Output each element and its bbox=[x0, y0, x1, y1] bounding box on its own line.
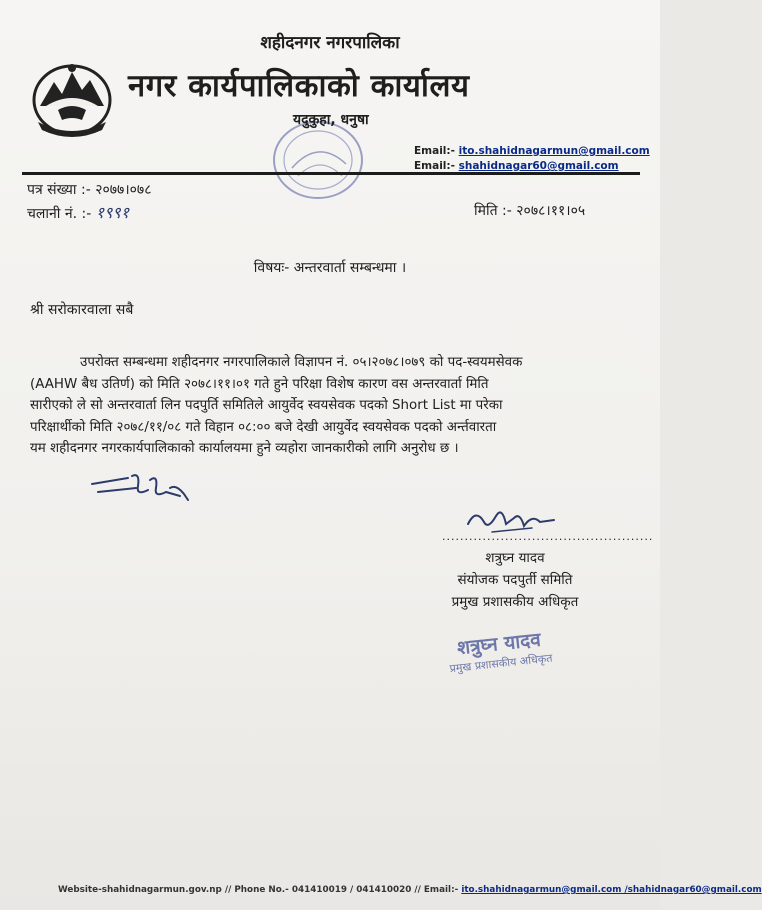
dispatch-number-label: चलानी नं. :- bbox=[27, 206, 92, 222]
dispatch-number bbox=[27, 201, 129, 223]
body-line: परिक्षार्थीको मिति २०७८/११/०८ गते विहान ०८:०० बजे देखी आयुर्वेद स्वयसेवक पदको अर्न्तवारता bbox=[30, 419, 497, 435]
letter-number bbox=[27, 180, 151, 199]
body-line: यम शहीदनगर नगरकार्यपालिकाको कार्यालयमा हुने व्यहोरा जानकारीको लागि अनुरोध छ । bbox=[30, 441, 459, 456]
footer-email-link[interactable]: ito.shahidnagarmun@gmail.com /shahidnagar60@gmail.com bbox=[461, 885, 762, 895]
subject-line: विषयः- अन्तरवार्ता सम्बन्धमा । bbox=[253, 260, 407, 276]
date-value: २०७८।११।०५ bbox=[516, 203, 586, 219]
footer-contact bbox=[58, 885, 762, 895]
footer-text: Website-shahidnagarmun.gov.np // Phone No.- 041410019 / 041410020 // Email:- bbox=[58, 885, 459, 895]
signature-dotted-line: ............................................... bbox=[442, 530, 654, 543]
nepal-emblem-logo bbox=[30, 60, 114, 138]
initials-signature bbox=[88, 470, 198, 506]
signer-role-officer: प्रमुख प्रशासकीय अधिकृत bbox=[451, 594, 579, 610]
email-link-1[interactable]: ito.shahidnagarmun@gmail.com bbox=[458, 145, 650, 157]
office-seal-stamp bbox=[268, 118, 368, 202]
letter-body bbox=[30, 352, 630, 460]
letter-date bbox=[474, 201, 585, 220]
dispatch-number-value: १९९१ bbox=[95, 203, 130, 222]
signer-role-committee: संयोजक पदपुर्ती समिति bbox=[457, 572, 573, 588]
body-line: (AAHW बैध उतिर्ण) को मिति २०७८।११।०१ गते हुने परिक्षा विशेष कारण वस अन्तरवार्ता मिति bbox=[30, 376, 489, 392]
office-title: नगर कार्यपालिकाको कार्यालय bbox=[128, 68, 470, 104]
stamp-role: प्रमुख प्रशासकीय अधिकृत bbox=[448, 651, 554, 676]
email-link-2[interactable]: shahidnagar60@gmail.com bbox=[458, 160, 619, 172]
date-label: मिति :- bbox=[474, 203, 512, 219]
letter-number-value: २०७७।०७८ bbox=[95, 182, 152, 198]
municipality-name: शहीदनगर नगरपालिका bbox=[260, 33, 400, 53]
email-line-1 bbox=[414, 145, 650, 157]
signer-name: शत्रुघ्न यादव bbox=[485, 550, 545, 566]
addressee: श्री सरोकारवाला सबै bbox=[30, 302, 134, 318]
body-line: सारीएको ले सो अन्तरवार्ता लिन पदपुर्ति समितिले आयुर्वेद स्वयसेवक पदको Short List मा परेका bbox=[30, 398, 503, 413]
header-divider bbox=[22, 172, 640, 175]
email-line-2 bbox=[414, 160, 619, 172]
email-label: Email:- bbox=[414, 145, 455, 157]
office-address: यदुकुहा, धनुषा bbox=[293, 112, 369, 128]
stamp-name: शत्रुघ्न यादव bbox=[456, 628, 542, 660]
email-label: Email:- bbox=[414, 160, 455, 172]
letter-number-label: पत्र संख्या :- bbox=[27, 182, 91, 198]
body-line: उपरोक्त सम्बन्धमा शहीदनगर नगरपालिकाले विज्ञापन नं. ०५।२०७८।०७९ को पद-स्वयमसेवक bbox=[80, 355, 523, 370]
